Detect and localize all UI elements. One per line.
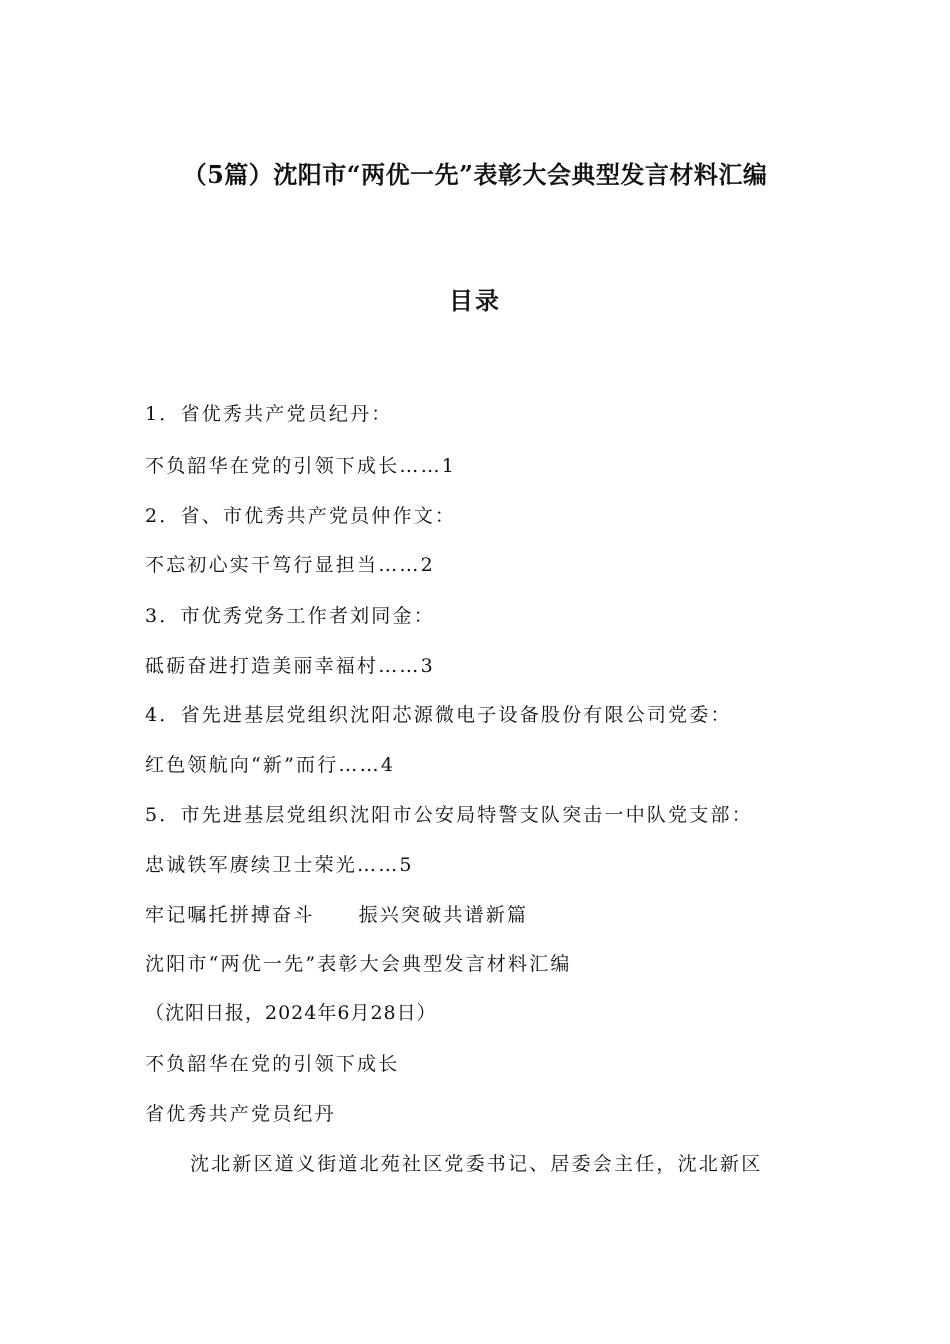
- slogan-line: [145, 901, 528, 929]
- toc-item-heading: 5．市先进基层党组织沈阳市公安局特警支队突击一中队党支部：: [145, 804, 753, 826]
- toc-heading: 目录: [449, 286, 501, 315]
- toc-item-entry: 不负韶华在党的引领下成长……1: [145, 455, 457, 477]
- compilation-title: 沈阳市“两优一先”表彰大会典型发言材料汇编: [145, 953, 572, 975]
- article-author: 省优秀共产党员纪丹: [145, 1103, 336, 1125]
- toc-item-entry: 砥砺奋进打造美丽幸福村……3: [145, 655, 435, 677]
- source-line: （沈阳日报，2024年6月28日）: [145, 1002, 437, 1024]
- toc-item-heading: 3．市优秀党务工作者刘同金：: [145, 605, 435, 627]
- toc-item-entry: 红色领航向“新”而行……4: [145, 754, 396, 776]
- article-body-line: 沈北新区道义街道北苑社区党委书记、居委会主任，沈北新区: [190, 1153, 763, 1175]
- toc-item-heading: 4．省先进基层党组织沈阳芯源微电子设备股份有限公司党委：: [145, 704, 732, 726]
- toc-item-heading: 1．省优秀共产党员纪丹：: [145, 403, 393, 425]
- slogan-left: 牢记嘱托拼搏奋斗: [145, 904, 315, 926]
- toc-item-entry: 不忘初心实干笃行显担当……2: [145, 554, 435, 576]
- document-title: （5篇）沈阳市“两优一先”表彰大会典型发言材料汇编: [182, 160, 768, 189]
- slogan-right: 振兴突破共谱新篇: [358, 904, 529, 926]
- toc-item-entry: 忠诚铁军赓续卫士荣光……5: [145, 854, 414, 876]
- article-title: 不负韶华在党的引领下成长: [145, 1053, 400, 1075]
- toc-item-heading: 2．省、市优秀共产党员仲作文：: [145, 505, 457, 527]
